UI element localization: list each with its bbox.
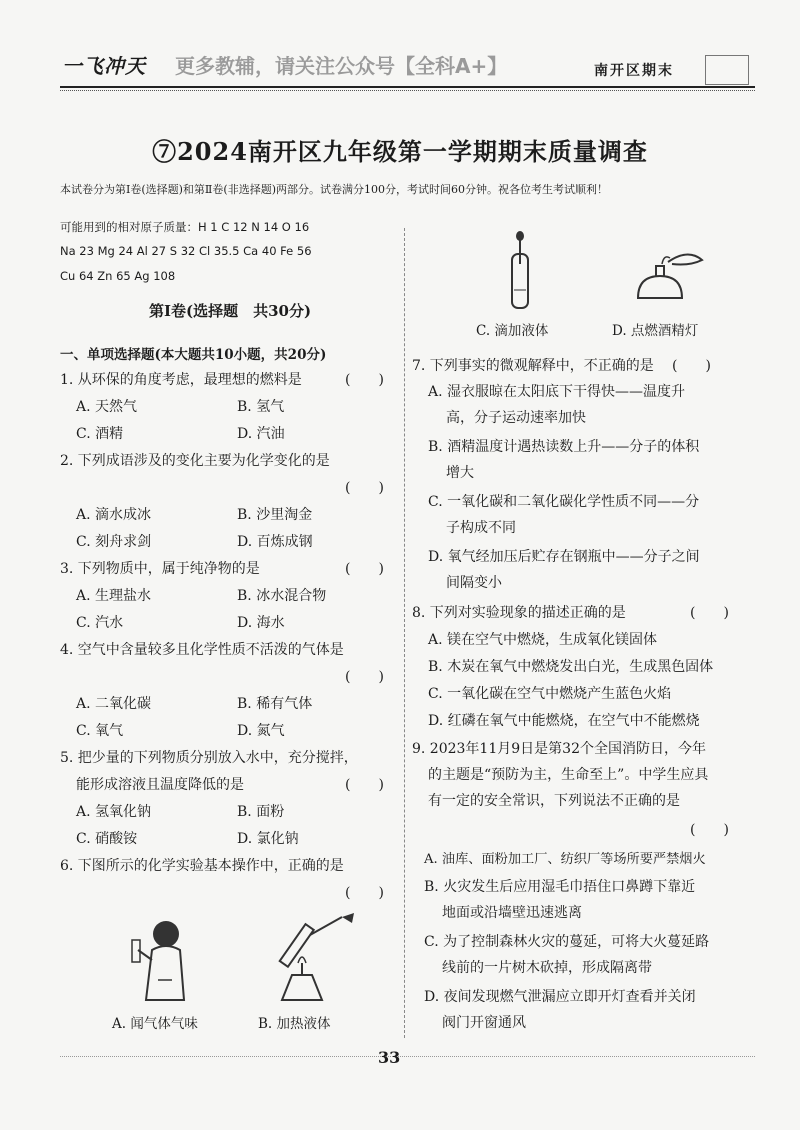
q1-option-b: B. 氢气 xyxy=(237,399,285,415)
q7-option-d-line-2: 间隔变小 xyxy=(446,575,502,591)
section-title: 第Ⅰ卷(选择题 共30分) xyxy=(148,302,312,320)
q7-option-c-line-1: C. 一氧化碳和二氧化碳化学性质不同——分 xyxy=(428,494,700,510)
q1-option-c: C. 酒精 xyxy=(76,426,124,442)
q8-option-b: B. 木炭在氧气中燃烧发出白光，生成黑色固体 xyxy=(428,659,714,675)
figure-c-dropping-liquid xyxy=(500,230,540,310)
figure-a-smelling-gas xyxy=(118,910,208,1005)
footer-rule xyxy=(60,1056,755,1057)
q3-option-c: C. 汽水 xyxy=(76,615,124,631)
q3-option-a: A. 生理盐水 xyxy=(76,588,152,604)
brand-logo: 一飞冲天 xyxy=(62,54,146,78)
q1-option-d: D. 汽油 xyxy=(237,426,285,442)
q6-stem: 6. 下图所示的化学实验基本操作中，正确的是 xyxy=(60,858,344,874)
q9-stem-line-1: 9. 2023年11月9日是第32个全国消防日，今年 xyxy=(412,741,706,757)
q9-option-c-line-2: 线前的一片树木砍掉，形成隔离带 xyxy=(442,960,652,976)
q3-answer-paren: ( ) xyxy=(345,561,384,577)
q8-option-a: A. 镁在空气中燃烧，生成氧化镁固体 xyxy=(428,632,658,648)
exam-instructions: 本试卷分为第Ⅰ卷(选择题)和第Ⅱ卷(非选择题)两部分。试卷满分100分，考试时间60分钟。祝各位考生考试顺利！ xyxy=(60,183,608,196)
q9-stem-line-2: 的主题是“预防为主，生命至上”。中学生应具 xyxy=(428,767,709,783)
q3-stem: 3. 下列物质中，属于纯净物的是 xyxy=(60,561,260,577)
figure-d-lighting-lamp xyxy=(628,246,708,302)
atomic-masses-line-2: Na 23 Mg 24 Al 27 S 32 Cl 35.5 Ca 40 Fe 56 xyxy=(60,244,312,258)
q5-option-b: B. 面粉 xyxy=(237,804,285,820)
q9-option-c-line-1: C. 为了控制森林火灾的蔓延，可将大火蔓延路 xyxy=(424,934,710,950)
q6-option-a-caption: A. 闻气体气味 xyxy=(112,1016,198,1032)
q9-option-b-line-1: B. 火灾发生后应用湿毛巾捂住口鼻蹲下靠近 xyxy=(424,879,696,895)
q8-stem: 8. 下列对实验现象的描述正确的是 xyxy=(412,605,626,621)
q2-option-b: B. 沙里淘金 xyxy=(237,507,313,523)
q9-option-a: A. 油库、面粉加工厂、纺织厂等场所要严禁烟火 xyxy=(424,852,706,867)
page-number: 33 xyxy=(378,1048,401,1067)
q7-option-b-line-2: 增大 xyxy=(446,465,474,481)
q8-option-c: C. 一氧化碳在空气中燃烧产生蓝色火焰 xyxy=(428,686,672,702)
q2-option-c: C. 刻舟求剑 xyxy=(76,534,152,550)
q2-stem: 2. 下列成语涉及的变化主要为化学变化的是 xyxy=(60,453,330,469)
part-title: 一、单项选择题(本大题共10小题，共20分) xyxy=(60,347,327,363)
q2-answer-paren: ( ) xyxy=(345,480,384,496)
q9-option-d-line-1: D. 夜间发现燃气泄漏应立即开灯查看并关闭 xyxy=(424,989,696,1005)
q4-answer-paren: ( ) xyxy=(345,669,384,685)
q4-option-d: D. 氮气 xyxy=(237,723,285,739)
q7-option-d-line-1: D. 氧气经加压后贮存在钢瓶中——分子之间 xyxy=(428,549,700,565)
q1-stem: 1. 从环保的角度考虑，最理想的燃料是 xyxy=(60,372,302,388)
figure-b-heating-liquid xyxy=(262,905,362,1005)
q1-option-a: A. 天然气 xyxy=(76,399,138,415)
q8-answer-paren: ( ) xyxy=(690,605,729,621)
q5-option-c: C. 硝酸铵 xyxy=(76,831,138,847)
q2-option-a: A. 滴水成冰 xyxy=(76,507,152,523)
q9-option-d-line-2: 阀门开窗通风 xyxy=(442,1015,526,1031)
corner-stamp xyxy=(705,55,749,85)
q5-option-a: A. 氢氧化钠 xyxy=(76,804,152,820)
q4-option-b: B. 稀有气体 xyxy=(237,696,313,712)
q4-option-a: A. 二氧化碳 xyxy=(76,696,152,712)
header-region: 南开区期末 xyxy=(594,63,674,79)
q7-option-a-line-2: 高，分子运动速率加快 xyxy=(446,410,586,426)
q6-option-b-caption: B. 加热液体 xyxy=(258,1016,331,1032)
column-divider xyxy=(404,228,405,1038)
q5-option-d: D. 氯化钠 xyxy=(237,831,299,847)
q7-answer-paren: ( ) xyxy=(672,358,711,374)
header-rule-dotted xyxy=(60,90,755,91)
q9-stem-line-3: 有一定的安全常识，下列说法不正确的是 xyxy=(428,793,680,809)
q3-option-d: D. 海水 xyxy=(237,615,285,631)
q2-option-d: D. 百炼成钢 xyxy=(237,534,313,550)
q3-option-b: B. 冰水混合物 xyxy=(237,588,327,604)
q9-answer-paren: ( ) xyxy=(690,822,729,838)
q7-option-b-line-1: B. 酒精温度计遇热读数上升——分子的体积 xyxy=(428,439,700,455)
atomic-masses-line-1: 可能用到的相对原子质量：H 1 C 12 N 14 O 16 xyxy=(60,220,310,234)
q8-option-d: D. 红磷在氧气中能燃烧，在空气中不能燃烧 xyxy=(428,713,700,729)
q5-stem-line-2: 能形成溶液且温度降低的是 xyxy=(76,777,244,793)
q7-stem: 7. 下列事实的微观解释中，不正确的是 xyxy=(412,358,654,374)
q1-answer-paren: ( ) xyxy=(345,372,384,388)
q5-answer-paren: ( ) xyxy=(345,777,384,793)
q6-answer-paren: ( ) xyxy=(345,885,384,901)
exam-title: ⑦2024南开区九年级第一学期期末质量调查 xyxy=(152,137,648,166)
q4-stem: 4. 空气中含量较多且化学性质不活泼的气体是 xyxy=(60,642,344,658)
q6-option-c-caption: C. 滴加液体 xyxy=(476,323,549,339)
q7-option-c-line-2: 子构成不同 xyxy=(446,520,516,536)
q4-option-c: C. 氧气 xyxy=(76,723,124,739)
header-rule xyxy=(60,86,755,88)
q6-option-d-caption: D. 点燃酒精灯 xyxy=(612,323,699,339)
q7-option-a-line-1: A. 湿衣服晾在太阳底下干得快——温度升 xyxy=(428,384,686,400)
header-ad: 更多教辅，请关注公众号【全科A+】 xyxy=(175,54,508,78)
q5-stem-line-1: 5. 把少量的下列物质分别放入水中，充分搅拌， xyxy=(60,750,358,766)
q9-option-b-line-2: 地面或沿墙壁迅速逃离 xyxy=(442,905,582,921)
atomic-masses-line-3: Cu 64 Zn 65 Ag 108 xyxy=(60,269,176,283)
